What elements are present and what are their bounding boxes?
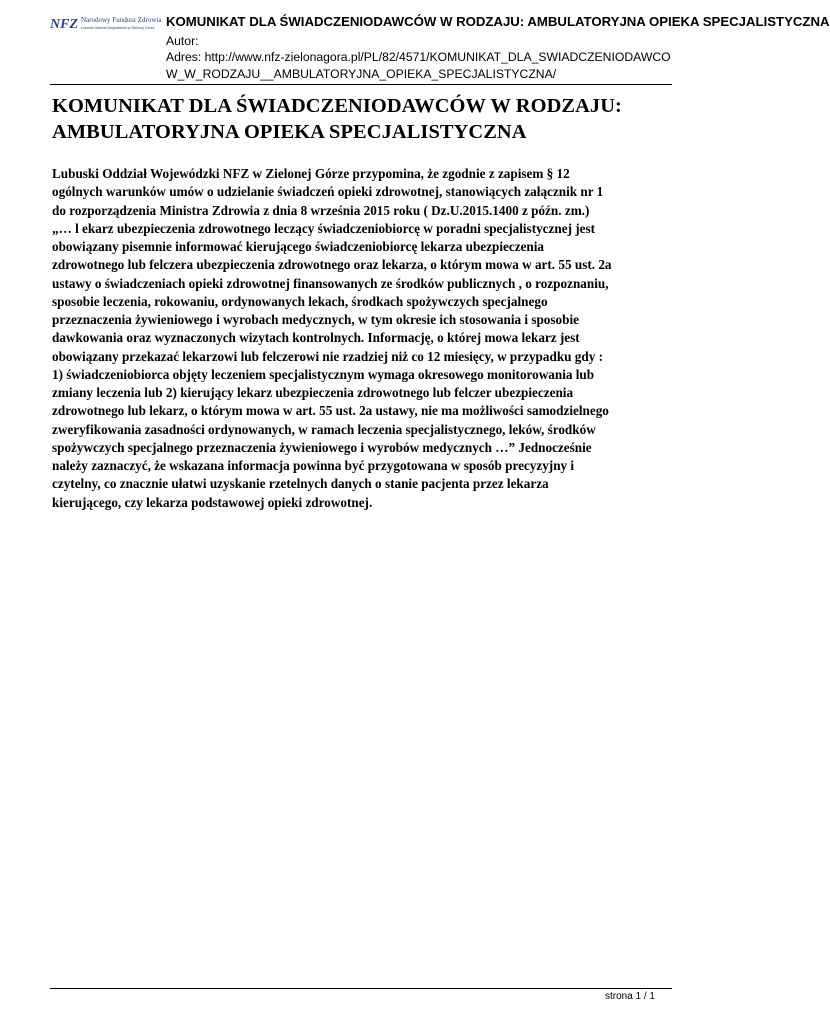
- body-line: zmiany leczenia lub 2) kierujący lekarz ubezpieczenia zdrowotnego lub felczer ubezpieczenia: [52, 385, 574, 400]
- document-title: [52, 93, 692, 145]
- header-title: KOMUNIKAT DLA ŚWIADCZENIODAWCÓW W RODZAJU: AMBULATORYJNA OPIEKA SPECJALISTYCZNA: [166, 14, 830, 29]
- body-line: sposobie leczenia, rokowaniu, ordynowanych lekach, środkach spożywczych specjalnego: [52, 293, 548, 309]
- body-line: 1) świadczeniobiorca objęty leczeniem specjalistycznym wymaga okresowego monitorowania lub: [52, 366, 595, 382]
- body-line: Lubuski Oddział Wojewódzki NFZ w Zielonej Górze przypomina, że zgodnie z zapisem § 12: [52, 166, 570, 181]
- body-line: ogólnych warunków umów o udzielanie świadczeń opieki zdrowotnej, stanowiących załącznik nr 1: [52, 184, 604, 200]
- header-meta: [166, 33, 696, 82]
- author-label: Autor:: [166, 34, 199, 48]
- body-line: czytelny, co znacznie ułatwi uzyskanie rzetelnych danych o stanie pacjenta przez lekarza: [52, 476, 549, 492]
- address-line-1: Adres: http://www.nfz-zielonagora.pl/PL/82/4571/KOMUNIKAT_DLA_SWIADCZENIODAWCO: [166, 50, 671, 65]
- body-line: obowiązany przekazać lekarzowi lub felczerowi nie rzadziej niż co 12 miesięcy, w przypadku gdy :: [52, 348, 603, 364]
- nfz-logo-name: Narodowy Fundusz Zdrowia: [81, 16, 162, 24]
- body-line: zweryfikowania zasadności ordynowanych, w ramach leczenia specjalistycznego, leków, środków: [52, 421, 596, 437]
- document-title-line: KOMUNIKAT DLA ŚWIADCZENIODAWCÓW W RODZAJU:: [52, 95, 622, 117]
- body-line: dawkowania oraz wyznaczonych wizytach kontrolnych. Informację, o której mowa lekarz jest: [52, 330, 580, 346]
- document-title-line: AMBULATORYJNA OPIEKA SPECJALISTYCZNA: [52, 121, 527, 143]
- document-body: [52, 165, 692, 512]
- body-line: do rozporządzenia Ministra Zdrowia z dnia 8 września 2015 roku ( Dz.U.2015.1400 z późn. zm.): [52, 202, 590, 218]
- body-line: należy zaznaczyć, że wskazana informacja powinna być przygotowana w sposób precyzyjny i: [52, 458, 575, 473]
- body-line: obowiązany pisemnie informować kierującego świadczeniobiorcę lekarza ubezpieczenia: [52, 239, 545, 254]
- nfz-logo: [50, 13, 160, 35]
- footer-divider: [50, 988, 672, 989]
- address-line-2: W_W_RODZAJU__AMBULATORYJNA_OPIEKA_SPECJALISTYCZNA/: [166, 66, 557, 81]
- body-line: ustawy o świadczeniach opieki zdrowotnej finansowanych ze środków publicznych , o rozpoznaniu,: [52, 275, 609, 291]
- nfz-logo-mark: NFZ: [50, 17, 78, 32]
- body-line: przeznaczenia żywieniowego i wyrobach medycznych, w tym okresie ich stosowania i sposobie: [52, 312, 579, 327]
- body-line: „… l ekarz ubezpieczenia zdrowotnego leczący świadczeniobiorcę w poradni specjalistycznej jest: [52, 220, 596, 236]
- nfz-logo-branch: Lubuski Oddział Wojewódzki w Zielonej Górze: [81, 26, 155, 30]
- body-line: kierującego, czy lekarza podstawowej opieki zdrowotnej.: [52, 494, 373, 510]
- body-line: zdrowotnego lub lekarz, o którym mowa w art. 55 ust. 2a ustawy, nie ma możliwości samodzielnego: [52, 403, 609, 419]
- body-line: zdrowotnego lub felczera ubezpieczenia zdrowotnego oraz lekarza, o którym mowa w art. 55 ust. 2a: [52, 257, 612, 273]
- page-number: strona 1 / 1: [604, 991, 655, 1002]
- body-line: spożywczych specjalnego przeznaczenia żywieniowego i wyrobów medycznych …” Jednocześnie: [52, 439, 592, 455]
- header-divider: [50, 84, 672, 85]
